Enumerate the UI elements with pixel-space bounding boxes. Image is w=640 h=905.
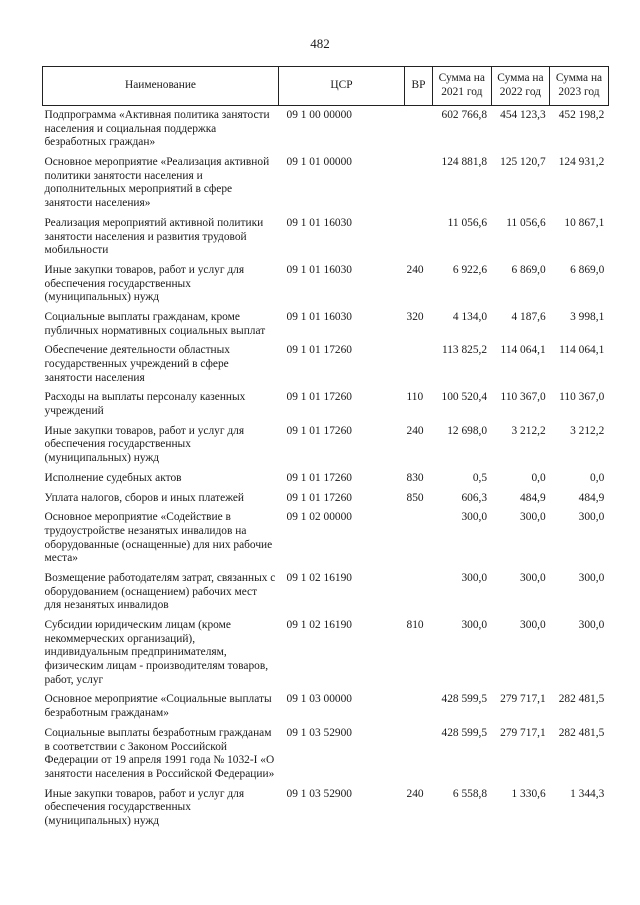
row-name: Подпрограмма «Активная политика занятости населения и социальная поддержка безработных граждан» xyxy=(44,109,270,149)
table-row xyxy=(43,391,609,424)
header-sum-2021: Сумма на 2021 год xyxy=(433,67,492,106)
table-row xyxy=(43,156,609,217)
row-sum-2022: 4 187,6 xyxy=(511,310,546,323)
row-name: Возмещение работодателям затрат, связанных с оборудованием (оснащением) рабочих мест для незанятых инвалидов xyxy=(44,571,276,612)
row-sum-2023: 114 064,1 xyxy=(559,344,605,357)
row-vr: 810 xyxy=(406,619,424,631)
row-sum-2022: 6 869,0 xyxy=(511,263,546,276)
row-sum-2022: 110 367,0 xyxy=(500,391,546,404)
row-vr xyxy=(405,572,433,619)
row-sum-2022: 300,0 xyxy=(520,511,546,524)
header-sum-2022: Сумма на 2022 год xyxy=(491,67,550,106)
row-sum-2021: 113 825,2 xyxy=(441,344,488,357)
row-sum-2023: 1 344,3 xyxy=(570,787,605,800)
row-sum-2023: 110 367,0 xyxy=(559,391,605,404)
row-name: Расходы на выплаты персоналу казенных учреждений xyxy=(44,391,246,418)
row-sum-2021: 300,0 xyxy=(461,511,488,524)
row-csr: 09 1 01 17260 xyxy=(286,344,352,357)
row-csr: 09 1 01 16030 xyxy=(286,310,352,323)
row-sum-2022: 300,0 xyxy=(520,571,546,584)
row-csr: 09 1 02 00000 xyxy=(286,511,352,524)
row-sum-2023: 300,0 xyxy=(578,619,605,631)
row-csr: 09 1 01 17260 xyxy=(286,491,352,504)
table-row xyxy=(43,217,609,264)
header-name: Наименование xyxy=(43,67,279,106)
row-sum-2023: 0,0 xyxy=(590,471,605,484)
row-vr xyxy=(405,156,433,217)
row-sum-2023: 300,0 xyxy=(578,511,605,524)
row-name: Субсидии юридическим лицам (кроме некоммерческих организаций), индивидуальным предпринимателям, физическим лицам - производителям товаров, работ, услуг xyxy=(44,619,269,686)
row-name: Реализация мероприятий активной политики занятости населения и развития трудовой мобильности xyxy=(44,216,264,257)
row-sum-2021: 12 698,0 xyxy=(447,424,488,437)
table-row xyxy=(43,472,609,492)
table-row xyxy=(43,425,609,472)
table-body xyxy=(43,106,609,835)
table-row xyxy=(43,511,609,572)
row-name: Основное мероприятие «Содействие в трудоустройстве незанятых инвалидов на оборудованные (оснащенные) для них рабочие места» xyxy=(44,511,273,565)
row-sum-2022: 279 717,1 xyxy=(500,693,546,706)
row-sum-2022: 279 717,1 xyxy=(500,726,546,739)
row-name: Иные закупки товаров, работ и услуг для обеспечения государственных (муниципальных) нужд xyxy=(44,424,245,465)
row-csr: 09 1 00 00000 xyxy=(286,109,352,121)
row-name: Уплата налогов, сборов и иных платежей xyxy=(44,491,244,504)
header-csr: ЦСР xyxy=(279,67,405,106)
row-csr: 09 1 03 52900 xyxy=(286,787,352,800)
row-sum-2021: 602 766,8 xyxy=(441,109,488,121)
row-vr: 240 xyxy=(406,424,424,437)
row-vr: 320 xyxy=(406,310,424,323)
row-vr: 850 xyxy=(406,491,424,504)
row-name: Основное мероприятие «Реализация активной политики занятости населения и дополнительных мероприятий в сфере занятости населения» xyxy=(44,156,270,210)
row-name: Основное мероприятие «Социальные выплаты безработным гражданам» xyxy=(44,693,272,720)
table-row xyxy=(43,492,609,512)
page-number: 482 xyxy=(310,36,330,51)
row-csr: 09 1 03 00000 xyxy=(286,693,352,706)
row-sum-2021: 4 134,0 xyxy=(452,310,488,323)
row-vr xyxy=(405,217,433,264)
row-name: Иные закупки товаров, работ и услуг для обеспечения государственных (муниципальных) нужд xyxy=(44,787,245,827)
row-sum-2021: 428 599,5 xyxy=(441,726,488,739)
row-name: Исполнение судебных актов xyxy=(44,471,182,484)
header-sum-2023: Сумма на 2023 год xyxy=(550,67,609,106)
row-sum-2021: 428 599,5 xyxy=(441,693,488,706)
row-sum-2023: 10 867,1 xyxy=(564,216,605,229)
row-sum-2023: 452 198,2 xyxy=(558,109,605,121)
row-vr xyxy=(405,106,433,157)
table-row xyxy=(43,264,609,311)
row-name: Обеспечение деятельности областных государственных учреждений в сфере занятости населения xyxy=(44,344,230,384)
row-vr: 240 xyxy=(406,787,424,800)
table-row xyxy=(43,788,609,835)
row-name: Иные закупки товаров, работ и услуг для обеспечения государственных (муниципальных) нужд xyxy=(44,263,245,304)
row-sum-2021: 100 520,4 xyxy=(441,391,488,404)
row-csr: 09 1 01 16030 xyxy=(286,263,352,276)
row-sum-2022: 114 064,1 xyxy=(500,344,546,357)
row-sum-2022: 1 330,6 xyxy=(511,787,546,800)
row-csr: 09 1 02 16190 xyxy=(286,571,352,584)
row-sum-2021: 300,0 xyxy=(461,619,488,631)
row-sum-2023: 124 931,2 xyxy=(558,156,605,169)
row-sum-2021: 6 922,6 xyxy=(452,263,488,276)
row-vr: 830 xyxy=(406,471,424,484)
table-row xyxy=(43,344,609,391)
row-sum-2023: 282 481,5 xyxy=(558,693,605,706)
row-sum-2022: 0,0 xyxy=(531,471,546,484)
row-vr xyxy=(405,727,433,788)
table-row xyxy=(43,572,609,619)
row-csr: 09 1 02 16190 xyxy=(286,619,352,631)
row-sum-2023: 484,9 xyxy=(578,491,605,504)
row-sum-2023: 300,0 xyxy=(578,571,605,584)
table-row xyxy=(43,693,609,726)
row-csr: 09 1 01 00000 xyxy=(286,156,352,169)
table-row xyxy=(43,106,609,157)
row-sum-2022: 484,9 xyxy=(520,491,546,504)
row-sum-2022: 3 212,2 xyxy=(511,424,546,437)
header-vr: ВР xyxy=(405,67,433,106)
row-csr: 09 1 01 17260 xyxy=(286,424,352,437)
row-name: Социальные выплаты безработным гражданам в соответствии с Законом Российской Федерации от 19 апреля 1991 года № 1032-I «О занятости населения в Российской Федерации» xyxy=(44,726,275,780)
row-sum-2021: 300,0 xyxy=(461,571,488,584)
row-csr: 09 1 03 52900 xyxy=(286,726,352,739)
row-sum-2021: 11 056,6 xyxy=(447,216,488,229)
row-vr: 110 xyxy=(406,391,424,404)
row-vr xyxy=(405,344,433,391)
row-name: Социальные выплаты гражданам, кроме публичных нормативных социальных выплат xyxy=(44,310,266,337)
row-csr: 09 1 01 16030 xyxy=(286,216,352,229)
row-vr xyxy=(405,693,433,726)
row-sum-2022: 300,0 xyxy=(520,619,546,631)
row-sum-2021: 0,5 xyxy=(472,471,488,484)
table-row xyxy=(43,311,609,344)
table-row xyxy=(43,619,609,693)
row-sum-2021: 124 881,8 xyxy=(441,156,488,169)
row-sum-2022: 125 120,7 xyxy=(500,156,546,169)
row-vr xyxy=(405,511,433,572)
row-csr: 09 1 01 17260 xyxy=(286,471,352,484)
row-sum-2022: 11 056,6 xyxy=(506,216,546,229)
row-sum-2022: 454 123,3 xyxy=(500,109,546,121)
row-sum-2023: 3 212,2 xyxy=(570,424,605,437)
row-sum-2021: 606,3 xyxy=(461,491,488,504)
row-sum-2023: 6 869,0 xyxy=(570,263,605,276)
row-sum-2023: 3 998,1 xyxy=(570,310,605,323)
budget-table xyxy=(42,66,609,835)
row-sum-2023: 282 481,5 xyxy=(558,726,605,739)
table-row xyxy=(43,727,609,788)
row-sum-2021: 6 558,8 xyxy=(452,787,488,800)
row-csr: 09 1 01 17260 xyxy=(286,391,352,404)
row-vr: 240 xyxy=(406,263,424,276)
table-header-row xyxy=(43,67,609,106)
